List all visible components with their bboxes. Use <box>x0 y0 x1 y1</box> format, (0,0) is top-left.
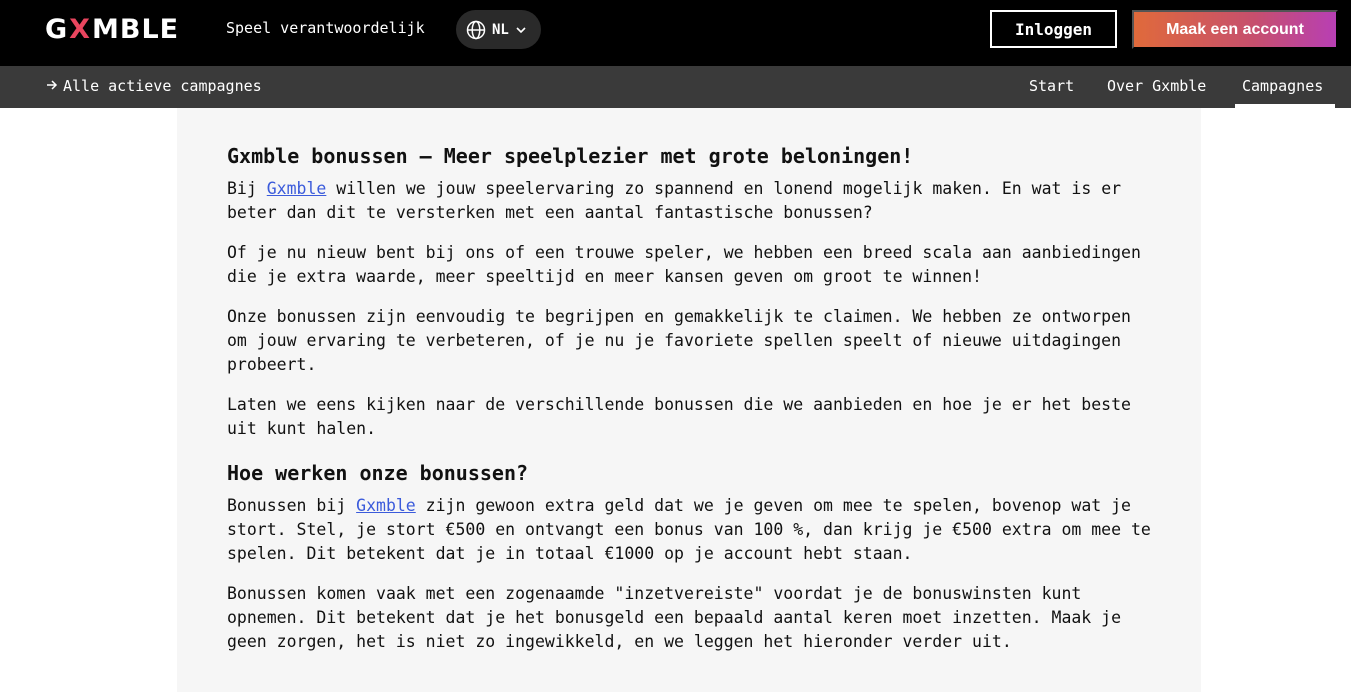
logo-text-left: G <box>45 13 69 45</box>
all-campaigns-link[interactable] <box>46 77 262 95</box>
paragraph-easy: Onze bonussen zijn eenvoudig te begrijpen en gemakkelijk te claimen. We hebben ze ontworpen om jouw ervaring te verbeteren, of je nu je favoriete spellen speelt of nieuwe uitdagingen probeert. <box>227 307 1131 374</box>
sub-navigation <box>0 66 1351 108</box>
paragraph-how: Bonussen bij Gxmble zijn gewoon extra geld dat we je geven om mee te spelen, bovenop wat je stort. Stel, je stort €500 en ontvangt een bonus van 100 %, dan krijg je €500 extra om mee te spelen. Dit betekent dat je in totaal €1000 op je account hebt staan. <box>227 496 1151 563</box>
responsible-gaming-link[interactable]: Speel verantwoordelijk <box>226 19 425 37</box>
gxmble-link[interactable]: Gxmble <box>266 179 327 198</box>
article-title: Gxmble bonussen – Meer speelplezier met grote beloningen! <box>227 144 914 168</box>
section-heading-how: Hoe werken onze bonussen? <box>227 461 529 485</box>
paragraph-intro: Bij Gxmble willen we jouw speelervaring zo spannend en lonend mogelijk maken. En wat is er beter dan dit te versterken met een aantal fantastische bonussen? <box>227 179 1122 222</box>
chevron-down-icon <box>515 24 527 36</box>
paragraph-overview: Laten we eens kijken naar de verschillende bonussen die we aanbieden en hoe je er het beste uit kunt halen. <box>227 395 1131 438</box>
logo-text-x: X <box>69 13 91 45</box>
nav-about[interactable]: Over Gxmble <box>1107 77 1207 95</box>
all-campaigns-label: Alle actieve campagnes <box>63 77 262 95</box>
active-tab-indicator <box>1235 104 1335 108</box>
logo-text-right: MBLE <box>92 13 180 45</box>
arrow-right-icon <box>46 77 58 95</box>
article-content <box>177 108 1201 692</box>
register-button[interactable]: Maak een account <box>1132 10 1338 49</box>
gxmble-logo[interactable] <box>45 14 179 44</box>
language-code: NL <box>492 21 509 38</box>
login-button[interactable]: Inloggen <box>990 10 1117 48</box>
nav-start[interactable]: Start <box>1029 77 1075 95</box>
globe-icon <box>466 20 486 40</box>
paragraph-offers: Of je nu nieuw bent bij ons of een trouwe speler, we hebben een breed scala aan aanbiedingen die je extra waarde, meer speeltijd en meer kansen geven om groot te winnen! <box>227 243 1141 286</box>
nav-campaigns[interactable]: Campagnes <box>1242 77 1324 95</box>
language-selector[interactable] <box>456 10 541 49</box>
top-bar <box>0 0 1351 66</box>
gxmble-link-2[interactable]: Gxmble <box>356 496 416 515</box>
paragraph-wagering: Bonussen komen vaak met een zogenaamde "inzetvereiste" voordat je de bonuswinsten kunt opnemen. Dit betekent dat je het bonusgeld een bepaald aantal keren moet inzetten. Maak je geen zorgen, het is niet zo ingewikkeld, en we leggen het hieronder verder uit. <box>227 584 1122 651</box>
